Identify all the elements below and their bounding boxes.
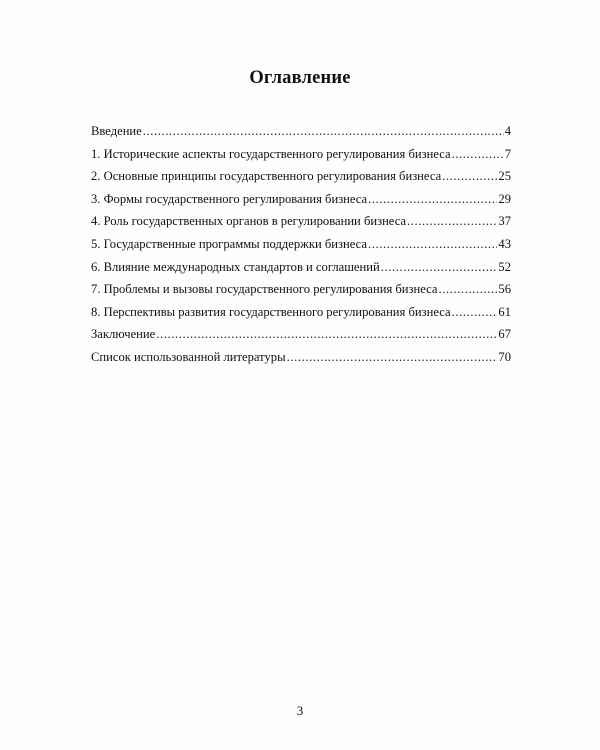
toc-entry-label: 1. Исторические аспекты государственного регулирования бизнеса <box>91 146 451 161</box>
toc-entry-label: Список использованной литературы <box>91 349 286 364</box>
toc-entry-page: 4 <box>504 124 511 138</box>
toc-entry[interactable] <box>91 350 511 373</box>
toc-entry-label: 2. Основные принципы государственного регулирования бизнеса <box>91 169 442 184</box>
toc-entry-label: Заключение <box>91 327 156 342</box>
toc-entry-page: 70 <box>498 349 511 364</box>
toc-entry-label: 4. Роль государственных органов в регулировании бизнеса <box>91 214 407 229</box>
toc-entry-label: 5. Государственные программы поддержки бизнеса <box>91 236 367 251</box>
toc-dot-leader <box>407 214 497 229</box>
toc-dot-leader <box>381 260 498 275</box>
toc-dot-leader <box>452 305 498 320</box>
toc-entry[interactable] <box>91 305 511 328</box>
page-number: 3 <box>296 703 304 718</box>
toc-entry-page: 37 <box>498 214 511 229</box>
toc-dot-leader <box>439 282 498 297</box>
toc-entry[interactable] <box>91 214 511 237</box>
toc-entry-page: 43 <box>498 236 511 251</box>
toc-entry-label: Введение <box>91 124 142 138</box>
toc-dot-leader <box>442 169 497 184</box>
toc-entry-page: 29 <box>498 191 511 206</box>
toc-dot-leader <box>287 350 498 365</box>
page-title: Оглавление <box>249 68 351 88</box>
toc-entry[interactable] <box>91 169 511 192</box>
toc-dot-leader <box>368 237 497 252</box>
toc-entry[interactable] <box>91 147 511 170</box>
toc-entry[interactable] <box>91 260 511 283</box>
toc-entry-label: 3. Формы государственного регулирования бизнеса <box>91 191 368 206</box>
toc-entry-label: 6. Влияние международных стандартов и соглашений <box>91 259 380 274</box>
toc-entry-page: 25 <box>498 169 511 184</box>
toc-entry-page: 61 <box>498 304 511 319</box>
toc-entry-page: 7 <box>504 146 511 161</box>
toc-dot-leader <box>156 327 497 342</box>
toc-entry[interactable] <box>91 282 511 305</box>
table-of-contents <box>91 124 511 373</box>
toc-entry-label: 8. Перспективы развития государственного регулирования бизнеса <box>91 304 451 319</box>
toc-entry[interactable] <box>91 327 511 350</box>
toc-dot-leader <box>143 124 504 139</box>
toc-entry-label: 7. Проблемы и вызовы государственного регулирования бизнеса <box>91 282 438 297</box>
toc-entry[interactable] <box>91 192 511 215</box>
toc-dot-leader <box>368 192 497 207</box>
toc-dot-leader <box>452 147 504 162</box>
toc-entry[interactable] <box>91 124 511 147</box>
toc-entry-page: 52 <box>498 259 511 274</box>
toc-entry-page: 67 <box>498 327 511 342</box>
toc-entry-page: 56 <box>498 282 511 297</box>
toc-entry[interactable] <box>91 237 511 260</box>
